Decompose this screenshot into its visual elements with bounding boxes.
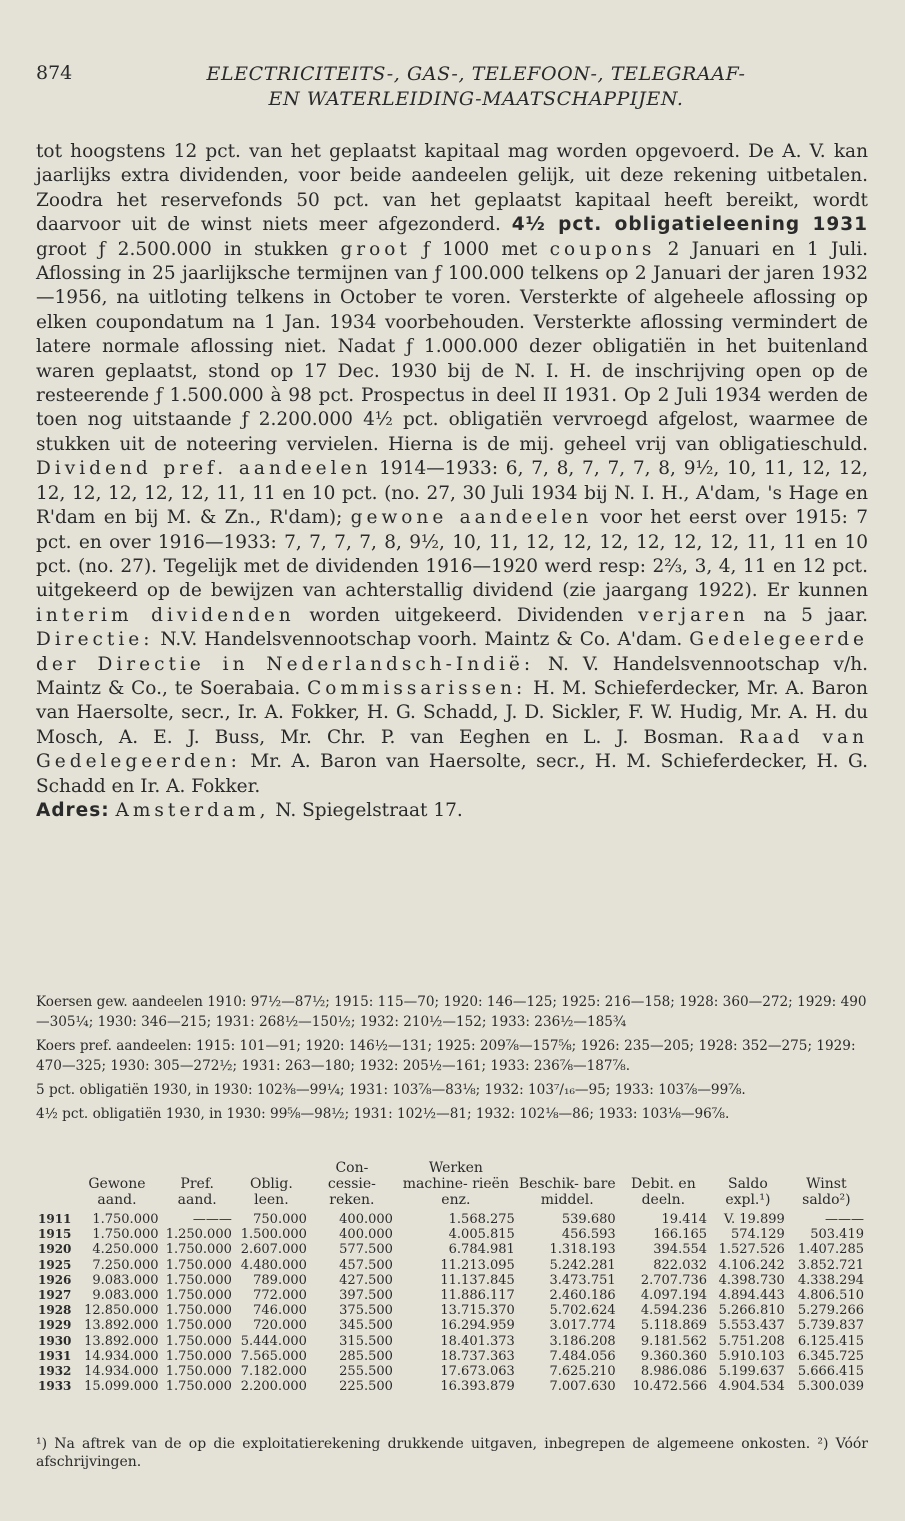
table-cell: 503.419 bbox=[810, 1227, 864, 1243]
table-cell: 2.607.000 bbox=[240, 1242, 307, 1258]
table-cell: 3.017.774 bbox=[549, 1318, 616, 1334]
table-cell: 8.986.086 bbox=[640, 1364, 708, 1380]
table-cell: 456.593 bbox=[561, 1227, 616, 1243]
page-header bbox=[36, 62, 876, 112]
table-cell: 9.360.360 bbox=[640, 1348, 708, 1364]
table-row bbox=[36, 1242, 866, 1257]
text-raad: Mr. A. Baron van Haersolte, secr., H. M. Schieferdecker, H. G. Schadd en Ir. A. Fokker. bbox=[36, 751, 868, 797]
table-cell: 1.750.000 bbox=[165, 1348, 232, 1364]
table-header-cell: Werken machine- rieën enz. bbox=[402, 1160, 509, 1208]
table-cell: 577.500 bbox=[339, 1242, 393, 1258]
table-cell: 3.473.751 bbox=[549, 1272, 616, 1288]
footnotes: ¹) Na aftrek van de op die exploitatierekening drukkende uitgaven, inbegrepen de algemeene onkosten. ²) Vóór afschrijvingen. bbox=[36, 1436, 868, 1470]
table-cell: 9.181.562 bbox=[640, 1333, 708, 1349]
table-cell: 10.472.566 bbox=[632, 1379, 708, 1395]
table-header-cell: Debit. en deeln. bbox=[630, 1176, 696, 1208]
table-header-cell: Saldo expl.¹) bbox=[725, 1176, 771, 1208]
table-header-row bbox=[36, 1160, 866, 1212]
running-title-line1: ELECTRICITEITS-, GAS-, TELEFOON-, TELEGRAAF- bbox=[206, 63, 746, 85]
table-cell: 14.934.000 bbox=[84, 1364, 159, 1380]
paragraph-reserve bbox=[36, 140, 868, 799]
table-cell: 750.000 bbox=[253, 1212, 307, 1227]
table-cell: 7.625.210 bbox=[549, 1364, 616, 1380]
table-cell: 18.401.373 bbox=[440, 1333, 515, 1349]
table-cell: 5.444.000 bbox=[240, 1333, 307, 1349]
table-cell: 394.554 bbox=[653, 1242, 708, 1258]
table-cell: 345.500 bbox=[339, 1318, 393, 1334]
table-header-cell: Con- cessie- reken. bbox=[327, 1160, 376, 1208]
table-year-cell: 1911 bbox=[38, 1212, 72, 1226]
table-row bbox=[36, 1349, 866, 1364]
table-cell: 1.750.000 bbox=[165, 1333, 232, 1349]
spaced-verjaren: verjaren bbox=[638, 604, 749, 626]
table-cell: 4.480.000 bbox=[240, 1257, 307, 1273]
table-cell: 5.666.415 bbox=[797, 1364, 864, 1380]
table-row bbox=[36, 1273, 866, 1288]
table-row bbox=[36, 1288, 866, 1303]
spaced-raad: Raad van Gedelegeerden: bbox=[36, 726, 868, 773]
text-directie: N.V. Handelsvennootschap voorh. Maintz & Co. A'dam. bbox=[153, 629, 690, 651]
table-cell: 1.500.000 bbox=[240, 1227, 307, 1243]
table-year-cell: 1920 bbox=[38, 1242, 72, 1257]
table-cell: 1.750.000 bbox=[165, 1303, 232, 1319]
table-row bbox=[36, 1318, 866, 1333]
text-loan-c: 2 Januari en 1 Juli. Aflossing in 25 jaarlijksche termijnen van ƒ 100.000 telkens op 2 Januari der jaren 1932—1956, na uitloting telkens in October te voren. Versterkte of algeheele aflossing op elken coupondatum na 1 Jan. 1934 voorbehouden. Versterkte aflossing vermindert de latere normale aflossing niet. Nadat ƒ 1.000.000 dezer obligatiën in het buitenland waren geplaatst, stond op 17 Dec. 1930 bij de N. I. H. de inschrijving open op de resteerende ƒ 1.500.000 à 98 pct. Prospectus in deel II 1931. Op 2 Juli 1934 werden de toen nog uitstaande ƒ 2.200.000 4½ pct. obligatiën vervroegd afgelost, waarmee de stukken uit de noteering vervielen. Hierna is de mij. geheel vrij van obligatieschuld. bbox=[36, 238, 868, 455]
table-cell: 5.300.039 bbox=[797, 1379, 864, 1395]
table-cell: 4.904.534 bbox=[718, 1379, 785, 1395]
table-cell: 5.553.437 bbox=[718, 1318, 785, 1334]
table-cell: 6.784.981 bbox=[448, 1242, 515, 1258]
table-cell: 13.892.000 bbox=[84, 1333, 159, 1349]
table-cell: 789.000 bbox=[253, 1272, 307, 1288]
table-cell: 5.279.266 bbox=[797, 1303, 864, 1319]
table-cell: 15.099.000 bbox=[84, 1379, 159, 1395]
table-cell: 7.565.000 bbox=[240, 1348, 307, 1364]
table-cell: 2.707.736 bbox=[640, 1272, 708, 1288]
table-cell: ——— bbox=[825, 1212, 864, 1227]
table-cell: 4.106.242 bbox=[718, 1257, 785, 1273]
table-row bbox=[36, 1364, 866, 1379]
table-cell: 5.910.103 bbox=[718, 1348, 785, 1364]
table-cell: 4.097.194 bbox=[640, 1288, 708, 1304]
table-cell: 1.750.000 bbox=[165, 1272, 232, 1288]
table-cell: 1.750.000 bbox=[165, 1257, 232, 1273]
table-year-cell: 1932 bbox=[38, 1364, 72, 1379]
table-year-cell: 1928 bbox=[38, 1303, 72, 1318]
text-loan-b: ƒ 1000 met bbox=[410, 238, 550, 260]
loan-heading: 4½ pct. obligatieleening 1931 bbox=[511, 214, 868, 236]
table-cell: 1.750.000 bbox=[92, 1212, 159, 1227]
table-header-cell: Beschik- bare middel. bbox=[518, 1176, 616, 1208]
quote-5pct: 5 pct. obligatiën 1930, in 1930: 102⅜—99¼; 1931: 103⅞—83⅛; 1932: 103⁷/₁₆—95; 1933: 103⅞—99⅞. bbox=[36, 1082, 746, 1098]
table-cell: 17.673.063 bbox=[440, 1364, 515, 1380]
table-cell: 315.500 bbox=[339, 1333, 393, 1349]
table-year-cell: 1926 bbox=[38, 1272, 72, 1287]
table-cell: 1.407.285 bbox=[797, 1242, 864, 1258]
table-cell: 13.715.370 bbox=[440, 1303, 515, 1319]
table-header-cell: Oblig. leen. bbox=[249, 1176, 293, 1208]
table-cell: 1.750.000 bbox=[165, 1242, 232, 1258]
table-cell: 772.000 bbox=[253, 1288, 307, 1304]
table-cell: 13.892.000 bbox=[84, 1318, 159, 1334]
table-cell: 9.083.000 bbox=[92, 1272, 159, 1288]
table-cell: 574.129 bbox=[731, 1227, 785, 1243]
quote-4half-pct: 4½ pct. obligatiën 1930, in 1930: 99⅝—98½; 1931: 102½—81; 1932: 102⅛—86; 1933: 103⅛—96⅞. bbox=[36, 1106, 730, 1122]
table-year-cell: 1927 bbox=[38, 1288, 72, 1303]
table-year-cell: 1931 bbox=[38, 1348, 72, 1363]
table-cell: 4.005.815 bbox=[448, 1227, 515, 1243]
table-cell: 7.007.630 bbox=[549, 1379, 616, 1395]
quotations-section bbox=[36, 992, 868, 1128]
table-cell: 11.213.095 bbox=[440, 1257, 515, 1273]
table-row bbox=[36, 1379, 866, 1394]
table-year-cell: 1929 bbox=[38, 1318, 72, 1333]
spaced-div-pref: Dividend pref. aandeelen bbox=[36, 458, 372, 480]
address-city: Amsterdam, bbox=[115, 799, 270, 821]
table-cell: 18.737.363 bbox=[440, 1348, 515, 1364]
table-cell: 1.750.000 bbox=[92, 1227, 159, 1243]
table-cell: 1.568.275 bbox=[448, 1212, 515, 1227]
table-cell: 5.118.869 bbox=[640, 1318, 708, 1334]
table-cell: 166.165 bbox=[653, 1227, 708, 1243]
table-cell: 7.250.000 bbox=[92, 1257, 159, 1273]
text-reserve: tot hoogstens 12 pct. van het geplaatst kapitaal mag worden opgevoerd. De A. V. kan jaarlijks extra dividenden, voor beide aandeelen gelijk, uit deze rekening uitbetalen. Zoodra het reservefonds 50 pct. van het geplaatst kapitaal heeft bereikt, wordt daarvoor uit de winst niets meer afgezonderd. bbox=[36, 141, 868, 236]
quote-pref: Koers pref. aandeelen: 1915: 101—91; 1920: 146½—131; 1925: 209⅞—157⅝; 1926: 235—205; 1928: 352—275; 1929: 470—325; 1930: 305—272½; 1931: 263—180; 1932: 205½—161; 1933: 236⅞—187⅞. bbox=[36, 1038, 856, 1074]
table-body bbox=[36, 1212, 866, 1394]
spaced-coupons: coupons bbox=[549, 238, 656, 260]
table-cell: V. 19.899 bbox=[723, 1212, 785, 1227]
table-header-cell: Winst saldo²) bbox=[802, 1176, 851, 1208]
table-header-cell: Pref. aand. bbox=[177, 1176, 217, 1208]
table-cell: 375.500 bbox=[339, 1303, 393, 1319]
table-cell: 3.186.208 bbox=[549, 1333, 616, 1349]
spaced-commissarissen: Commissarissen: bbox=[307, 677, 527, 699]
financial-table bbox=[36, 1160, 866, 1394]
table-cell: 14.934.000 bbox=[84, 1348, 159, 1364]
text-interim: worden uitgekeerd. Dividenden bbox=[294, 604, 639, 626]
table-cell: ——— bbox=[192, 1212, 232, 1227]
table-cell: 12.850.000 bbox=[84, 1303, 159, 1319]
text-gewone: voor het eerst over 1915: 7 pct. en over 1916—1933: 7, 7, 7, 7, 8, 9½, 10, 11, 12, 12, 12, 12, 12, 12, 11, 11 en 10 pct. (no. 27). Tegelijk met de dividenden 1916—1920 werd resp: 2⅔, 3, 4, 11 en 12 pct. uitgekeerd op de bewijzen van achterstallig dividend (zie jaargang 1922). Er kunnen bbox=[36, 507, 868, 602]
text-verjaren: na 5 jaar. bbox=[748, 604, 869, 626]
body-text bbox=[36, 140, 868, 823]
table-cell: 255.500 bbox=[339, 1364, 393, 1380]
table-cell: 5.702.624 bbox=[549, 1303, 616, 1319]
address-street: N. Spiegelstraat 17. bbox=[269, 799, 463, 821]
table-cell: 1.527.526 bbox=[718, 1242, 785, 1258]
table-cell: 225.500 bbox=[339, 1379, 393, 1395]
table-cell: 1.750.000 bbox=[165, 1318, 232, 1334]
spaced-groot: groot bbox=[340, 238, 411, 260]
table-year-cell: 1915 bbox=[38, 1227, 72, 1242]
address-label: Adres: bbox=[36, 799, 110, 821]
running-title-line2: EN WATERLEIDING-MAATSCHAPPIJEN. bbox=[268, 88, 684, 110]
table-cell: 4.398.730 bbox=[718, 1272, 785, 1288]
address-line bbox=[36, 799, 868, 823]
table-cell: 5.199.637 bbox=[718, 1364, 785, 1380]
table-cell: 400.000 bbox=[339, 1212, 393, 1227]
table-cell: 6.125.415 bbox=[797, 1333, 864, 1349]
table-cell: 285.500 bbox=[339, 1348, 393, 1364]
table-cell: 16.393.879 bbox=[440, 1379, 515, 1395]
table-row bbox=[36, 1303, 866, 1318]
spaced-gedelegeerde: Gedelegeerde der Directie in Nederlandsch-Indië: bbox=[36, 629, 868, 675]
table-cell: 822.032 bbox=[653, 1257, 708, 1273]
spaced-directie: Directie: bbox=[36, 629, 154, 651]
table-cell: 11.886.117 bbox=[440, 1288, 515, 1304]
spaced-gewone: gewone aandeelen bbox=[350, 507, 593, 529]
table-cell: 11.137.845 bbox=[440, 1272, 515, 1288]
table-cell: 2.460.186 bbox=[549, 1288, 616, 1304]
table-year-cell: 1933 bbox=[38, 1379, 72, 1394]
table-cell: 5.751.208 bbox=[718, 1333, 785, 1349]
table-row bbox=[36, 1334, 866, 1349]
table-cell: 400.000 bbox=[339, 1227, 393, 1243]
table-cell: 4.594.236 bbox=[640, 1303, 708, 1319]
table-cell: 5.242.281 bbox=[549, 1257, 616, 1273]
table-cell: 720.000 bbox=[253, 1318, 307, 1334]
table-year-cell: 1925 bbox=[38, 1257, 72, 1272]
table-row bbox=[36, 1227, 866, 1242]
quote-gewone: Koersen gew. aandeelen 1910: 97½—87½; 1915: 115—70; 1920: 146—125; 1925: 216—158; 1928: 360—272; 1929: 490—305¼; 1930: 346—215; 1931: 268½—150½; 1932: 210½—152; 1933: 236½—185¾ bbox=[36, 994, 867, 1030]
table-cell: 746.000 bbox=[253, 1303, 307, 1319]
page-number: 874 bbox=[36, 62, 73, 84]
table-cell: 16.294.959 bbox=[440, 1318, 515, 1334]
table-row bbox=[36, 1258, 866, 1273]
table-cell: 2.200.000 bbox=[240, 1379, 307, 1395]
table-cell: 7.484.056 bbox=[549, 1348, 616, 1364]
table-cell: 4.338.294 bbox=[797, 1272, 864, 1288]
table-cell: 1.250.000 bbox=[165, 1227, 232, 1243]
table-cell: 4.250.000 bbox=[92, 1242, 159, 1258]
table-cell: 7.182.000 bbox=[240, 1364, 307, 1380]
table-header-cell bbox=[36, 1160, 73, 1212]
table-cell: 1.750.000 bbox=[165, 1379, 232, 1395]
table-cell: 19.414 bbox=[661, 1212, 708, 1227]
table-cell: 3.852.721 bbox=[797, 1257, 864, 1273]
text-gedelegeerde: N. V. Handelsvennootschap v/h. Maintz & Co., te Soerabaia. bbox=[36, 653, 868, 699]
table-cell: 4.806.510 bbox=[797, 1288, 864, 1304]
table-header-cell: Gewone aand. bbox=[88, 1176, 146, 1208]
spaced-interim: interim dividenden bbox=[36, 604, 295, 626]
table-cell: 6.345.725 bbox=[797, 1348, 864, 1364]
table-row bbox=[36, 1212, 866, 1227]
table-cell: 1.750.000 bbox=[165, 1288, 232, 1304]
table-cell: 9.083.000 bbox=[92, 1288, 159, 1304]
table-cell: 397.500 bbox=[339, 1288, 393, 1304]
text-div-pref: 1914—1933: 6, 7, 8, 7, 7, 7, 8, 9½, 10, 11, 12, 12, 12, 12, 12, 12, 12, 11, 11 en 10 pct. (no. 27, 30 Juli 1934 bij N. I. H., A'dam, 's Hage en R'dam en bij M. & Zn., R'dam); bbox=[36, 458, 868, 529]
table-cell: 4.894.443 bbox=[718, 1288, 785, 1304]
table-cell: 427.500 bbox=[339, 1272, 393, 1288]
table-cell: 539.680 bbox=[561, 1212, 616, 1227]
table-cell: 457.500 bbox=[339, 1257, 393, 1273]
table-cell: 1.318.193 bbox=[549, 1242, 616, 1258]
table-cell: 5.739.837 bbox=[797, 1318, 864, 1334]
table-year-cell: 1930 bbox=[38, 1333, 72, 1348]
table-cell: 5.266.810 bbox=[718, 1303, 785, 1319]
text-commissarissen: H. M. Schieferdecker, Mr. A. Baron van Haersolte, secr., Ir. A. Fokker, H. G. Schadd, J. D. Sickler, F. W. Hudig, Mr. A. H. du Mosch, A. E. J. Buss, Mr. Chr. P. van Eeghen en L. J. Bosman. bbox=[36, 677, 868, 748]
text-loan-a: groot ƒ 2.500.000 in stukken bbox=[36, 238, 341, 260]
table-cell: 1.750.000 bbox=[165, 1364, 232, 1380]
